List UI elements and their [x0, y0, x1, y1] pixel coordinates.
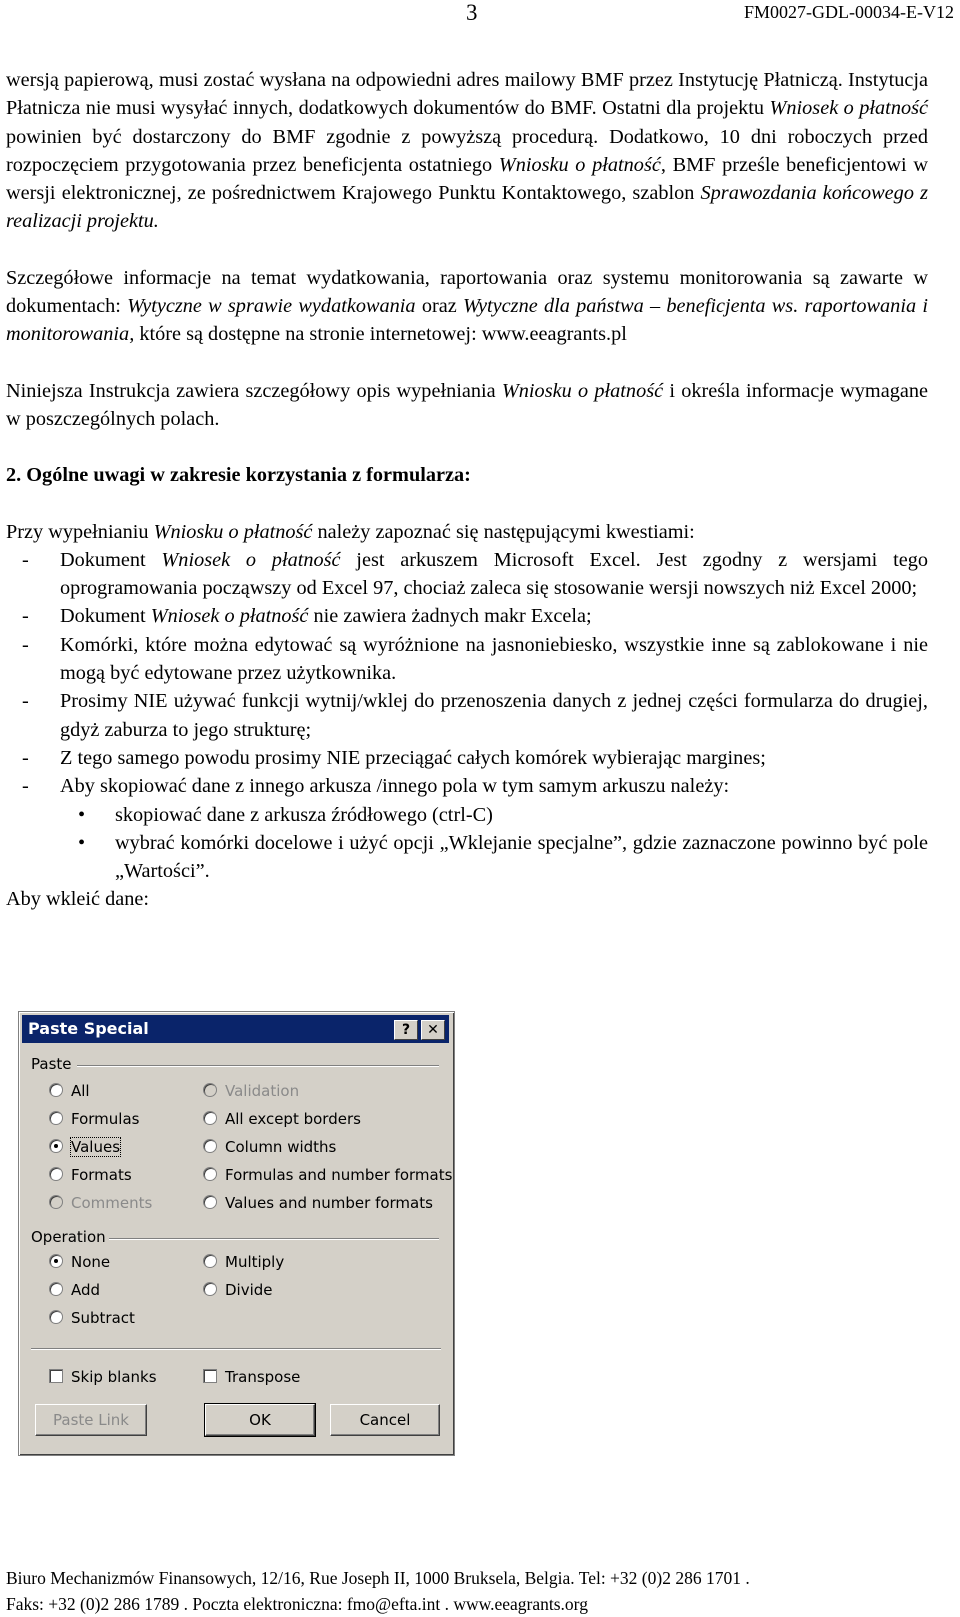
operation-group-label: Operation: [31, 1228, 106, 1246]
dash-marker: -: [22, 548, 29, 571]
bullet-marker: •: [78, 803, 86, 826]
document-body: [6, 66, 928, 914]
list-item: [6, 801, 928, 829]
bullet-marker: •: [78, 831, 86, 854]
option-label: Formulas: [71, 1110, 140, 1128]
option-label: Add: [71, 1281, 101, 1299]
italic-term: Wniosek o płatność: [150, 605, 309, 628]
text-run: wersją papierową, musi zostać wysłana na odpowiedni adres mailowy BMF przez Instytucję Płatniczą. Instytucja Płatnicza nie musi wysyłać innych, dodatkowych dokumentów do BMF. Ostatni dla projektu: [6, 69, 928, 120]
italic-term: Wytyczne dla państwa – beneficjenta ws. raportowania i monitorowania,: [6, 295, 928, 346]
paragraph-4: [6, 518, 928, 546]
skip-blanks-checkbox[interactable]: [49, 1368, 157, 1386]
list-item: [6, 687, 928, 744]
footer-contact: Faks: +32 (0)2 286 1789 . Poczta elektroniczna: fmo@efta.int . www.eeagrants.org: [6, 1594, 588, 1614]
radio-circle-icon: [203, 1254, 217, 1268]
italic-term: Wniosku o płatność: [153, 520, 313, 543]
radio-values-and-number-formats[interactable]: [203, 1194, 433, 1212]
text-run: powinien być dostarczony do BMF zgodnie z powyższą procedurą. Dodatkowo, 10 dni roboczych przed rozpoczęciem przygotowania przez beneficjenta ostatniego: [6, 125, 928, 176]
italic-term: Sprawozdania końcowego z realizacji projektu.: [6, 182, 928, 233]
italic-term: Wniosku o płatność: [501, 379, 664, 402]
text-run: i określa informacje wymagane w poszczególnych polach.: [6, 379, 928, 430]
radio-formulas-and-number-formats[interactable]: [203, 1166, 452, 1184]
radio-selected-icon: [49, 1254, 63, 1268]
text-run: wybrać komórki docelowe i użyć opcji „Wklejanie specjalne”, gdzie zaznaczone powinno być pole „Wartości”.: [115, 831, 928, 883]
dash-marker: -: [22, 633, 29, 656]
option-label: Skip blanks: [71, 1368, 157, 1386]
page-number: 3: [466, 0, 478, 25]
footer-address: Biuro Mechanizmów Finansowych, 12/16, Rue Joseph II, 1000 Bruksela, Belgia. Tel: +32 (0)2 286 1701 .: [6, 1568, 750, 1588]
radio-paste-values[interactable]: [49, 1138, 120, 1156]
text-run: Dokument: [60, 605, 151, 628]
option-label: All: [71, 1082, 90, 1100]
option-label: Formats: [71, 1166, 132, 1184]
radio-all-except-borders[interactable]: [203, 1110, 361, 1128]
paragraph-1: [6, 66, 928, 236]
document-code: FM0027-GDL-00034-E-V12: [744, 2, 954, 22]
radio-circle-icon: [49, 1083, 63, 1097]
ok-button[interactable]: OK: [205, 1404, 315, 1436]
italic-term: Wniosku o płatność: [498, 153, 661, 176]
text-run: Prosimy NIE używać funkcji wytnij/wklej do przenoszenia danych z jednej części formularza do drugiej, gdyż zaburza to jego strukturę;: [60, 690, 928, 741]
group-divider: [109, 1238, 439, 1240]
text-run: Aby skopiować dane z innego arkusza /innego pola w tym samym arkuszu należy:: [60, 775, 730, 798]
radio-circle-icon: [203, 1282, 217, 1296]
list-item: [6, 546, 928, 603]
page-footer: [6, 1565, 750, 1617]
radio-op-divide[interactable]: [203, 1281, 273, 1299]
option-label: Formulas and number formats: [225, 1166, 453, 1184]
radio-circle-icon: [203, 1167, 217, 1181]
radio-circle-icon: [49, 1282, 63, 1296]
radio-circle-icon: [203, 1083, 217, 1097]
option-label: Transpose: [225, 1368, 301, 1386]
text-run: Z tego samego powodu prosimy NIE przeciągać całych komórek wybierając margines;: [60, 746, 766, 769]
dialog-titlebar: [22, 1015, 449, 1043]
paste-caption: Aby wkleić dane:: [6, 888, 150, 911]
text-run: które są dostępne na stronie internetowej: www.eeagrants.pl: [134, 323, 627, 346]
close-icon[interactable]: ✕: [421, 1020, 445, 1040]
radio-circle-icon: [203, 1111, 217, 1125]
paste-link-button[interactable]: Paste Link: [35, 1404, 147, 1436]
radio-op-add[interactable]: [49, 1281, 100, 1299]
option-label: Comments: [71, 1194, 153, 1212]
option-label: Multiply: [225, 1253, 285, 1271]
list-item: [6, 744, 928, 772]
radio-paste-validation[interactable]: [203, 1082, 299, 1100]
option-label: Values: [71, 1138, 121, 1156]
paste-group-label: Paste: [31, 1055, 72, 1073]
radio-column-widths[interactable]: [203, 1138, 336, 1156]
radio-circle-icon: [203, 1139, 217, 1153]
option-label: Values and number formats: [225, 1194, 433, 1212]
section-heading: 2. Ogólne uwagi w zakresie korzystania z formularza:: [6, 464, 471, 487]
option-label: Subtract: [71, 1309, 135, 1327]
dash-marker: -: [22, 746, 29, 769]
dash-marker: -: [22, 775, 29, 798]
list-item: [6, 631, 928, 688]
radio-paste-formats[interactable]: [49, 1166, 132, 1184]
list-item: [6, 829, 928, 886]
list-item: [6, 772, 928, 800]
text-run: skopiować dane z arkusza źródłowego (ctrl-C): [115, 803, 493, 826]
text-run: Przy wypełnianiu: [6, 520, 154, 543]
group-divider: [77, 1065, 439, 1067]
option-label: All except borders: [225, 1110, 361, 1128]
radio-circle-icon: [49, 1111, 63, 1125]
text-run: Komórki, które można edytować są wyróżnione na jasnoniebiesko, wszystkie inne są zablokowane i nie mogą być edytowane przez użytkownika.: [60, 633, 928, 685]
option-label: None: [71, 1253, 111, 1271]
cancel-button[interactable]: Cancel: [330, 1404, 440, 1436]
radio-op-none[interactable]: [49, 1253, 110, 1271]
group-divider: [31, 1348, 441, 1350]
text-run: jest arkuszem Microsoft Excel. Jest zgodny z wersjami tego oprogramowania począwszy od Excel 97, chociaż zaleca się stosowanie wersji nowszych niż Excel 2000;: [60, 548, 928, 600]
list-item: [6, 602, 928, 630]
radio-paste-formulas[interactable]: [49, 1110, 139, 1128]
text-run: Szczegółowe informacje na temat wydatkowania, raportowania oraz systemu monitorowania są zawarte w dokumentach:: [6, 266, 928, 318]
text-run: Niniejsza Instrukcja zawiera szczegółowy opis wypełniania: [6, 379, 502, 402]
option-label: Divide: [225, 1281, 273, 1299]
italic-term: Wytyczne w sprawie wydatkowania: [127, 295, 416, 318]
text-run: nie zawiera żadnych makr Excela;: [308, 605, 592, 628]
dash-list: [6, 546, 928, 801]
text-run: , BMF prześle beneficjentowi w wersji elektronicznej, ze pośrednictwem Krajowego Punktu Kontaktowego, szablon: [6, 153, 928, 205]
checkbox-icon: [203, 1369, 217, 1383]
option-label: Column widths: [225, 1138, 337, 1156]
italic-term: Wniosek o płatność: [161, 548, 341, 571]
radio-op-multiply[interactable]: [203, 1253, 284, 1271]
radio-selected-icon: [49, 1139, 63, 1153]
help-button[interactable]: ?: [394, 1020, 418, 1040]
transpose-checkbox[interactable]: [203, 1368, 300, 1386]
dash-marker: -: [22, 690, 29, 713]
radio-paste-comments[interactable]: [49, 1194, 152, 1212]
radio-op-subtract[interactable]: [49, 1309, 135, 1327]
option-label: Validation: [225, 1082, 300, 1100]
bullet-list: [6, 801, 928, 886]
text-run: należy zapoznać się następującymi kwestiami:: [312, 520, 695, 543]
paragraph-3: [6, 377, 928, 434]
text-run: Dokument: [60, 548, 162, 571]
radio-paste-all[interactable]: [49, 1082, 90, 1100]
radio-circle-icon: [49, 1310, 63, 1324]
italic-term: Wniosek o płatność: [769, 97, 928, 120]
paste-special-dialog: [18, 1011, 455, 1456]
radio-circle-icon: [49, 1167, 63, 1181]
text-run: oraz: [415, 295, 463, 318]
checkbox-icon: [49, 1369, 63, 1383]
dialog-title: Paste Special: [28, 1019, 149, 1038]
dash-marker: -: [22, 605, 29, 628]
radio-circle-icon: [203, 1195, 217, 1209]
radio-circle-icon: [49, 1195, 63, 1209]
paragraph-2: [6, 264, 928, 349]
